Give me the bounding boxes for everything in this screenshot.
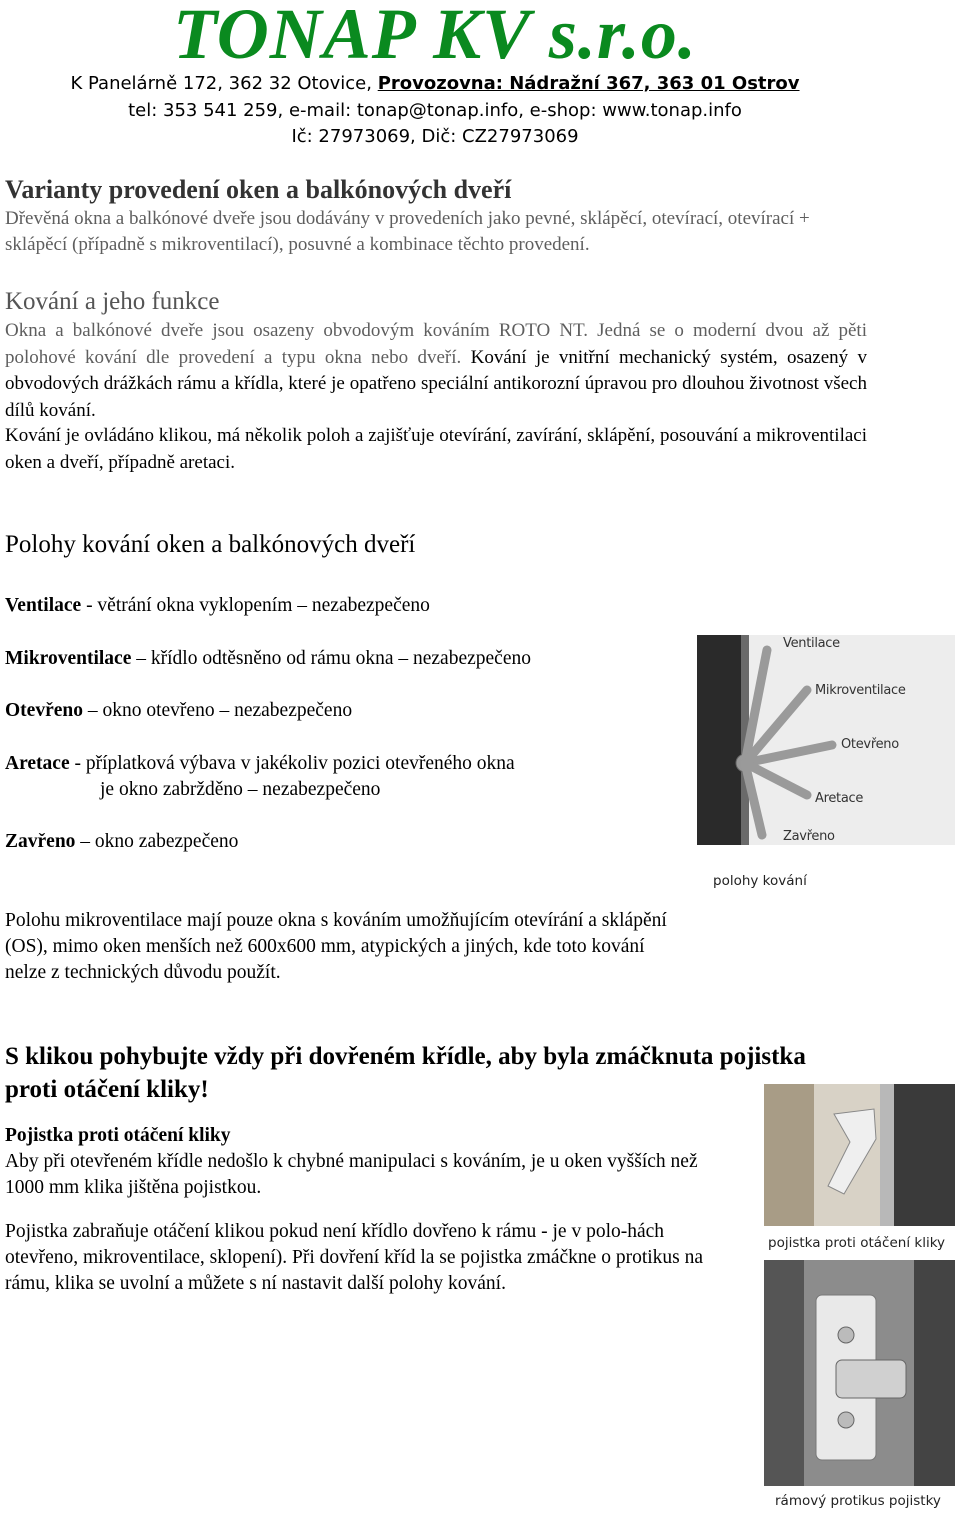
poloha-zavreno	[5, 829, 238, 855]
kovani-text-1	[5, 318, 867, 424]
poloha-desc: – okno zabezpečeno	[75, 831, 239, 852]
label-otevreno: Otevřeno	[841, 737, 899, 752]
address-plain: K Panelárně 172, 362 32 Otovice,	[70, 73, 378, 94]
label-aretace: Aretace	[815, 791, 864, 806]
poloha-desc-2: je okno zabržděno – nezabezpečeno	[100, 779, 381, 800]
poloha-term: Otevřeno	[5, 700, 83, 721]
poloha-mikroventilace	[5, 646, 531, 672]
poloha-ventilace	[5, 593, 430, 619]
caption-pojistka: pojistka proti otáčení kliky	[768, 1235, 946, 1251]
poloha-otevreno	[5, 698, 352, 724]
poloha-term: Ventilace	[5, 595, 82, 616]
handle-positions-illustration	[697, 635, 955, 845]
handle-positions-photo	[697, 635, 955, 845]
kovani-text-1a: Okna a balkónové dveře jsou osazeny obvodovým kováním ROTO NT. Jedná se o moderní dvou až pěti polohové kování dle provedení a typu okna nebo dveří.	[5, 320, 867, 368]
caption-protikus: rámový protikus pojistky	[775, 1493, 941, 1509]
label-mikroventilace: Mikroventilace	[815, 683, 906, 698]
section-title-polohy: Polohy kování oken a balkónových dveří	[5, 531, 416, 558]
poloha-term: Aretace	[5, 753, 70, 774]
varianty-text: Dřevěná okna a balkónové dveře jsou dodávány v provedeních jako pevné, sklápěcí, otevírací, otevírací + sklápěcí (případně s mikroventilací), posuvné a kombinace těchto provedení.	[5, 208, 810, 255]
ids-line: Ič: 27973069, Dič: CZ27973069	[291, 126, 579, 147]
section-title-klika: S klikou pohybujte vždy při dovřeném křídle, aby byla zmáčknuta pojistka proti otáčení kliky!	[5, 1043, 806, 1103]
pojistka-illustration	[764, 1084, 955, 1226]
company-name: TONAP KV s.r.o.	[173, 0, 697, 74]
kovani-text-1b: Kování je vnitřní mechanický systém, osazený v obvodových drážkách rámu a křídla, které je opatřeno speciální antikorozní úpravou pro dlouhou životnost všech dílů kování.	[5, 346, 867, 421]
section-title-kovani: Kování a jeho funkce	[5, 288, 220, 315]
poloha-aretace	[5, 751, 515, 803]
poloha-desc: - příplatková výbava v jakékoliv pozici otevřeného okna	[69, 753, 515, 774]
protikus-illustration	[764, 1260, 955, 1486]
contact-line: tel: 353 541 259, e-mail: tonap@tonap.info, e-shop: www.tonap.info	[128, 100, 742, 121]
label-ventilace: Ventilace	[783, 636, 840, 651]
label-zavreno: Zavřeno	[783, 829, 835, 844]
pojistka-subtitle: Pojistka proti otáčení kliky	[5, 1125, 231, 1146]
pojistka-text-1: Aby při otevřeném křídle nedošlo k chybné manipulaci s kováním, je u oken vyšších než 1000 mm klika jištěna pojistkou.	[5, 1151, 698, 1198]
pojistka-text-2: Pojistka zabraňuje otáčení klikou pokud není křídlo dovřeno k rámu - je v polo-hách otevřeno, mikroventilace, sklopení). Při dovření kříd la se pojistka zmáčkne o protikus na rámu, klika se uvolní a můžete s ní nastavit další polohy kování.	[5, 1221, 704, 1294]
poloha-desc: - větrání okna vyklopením – nezabezpečeno	[81, 595, 430, 616]
address-provozovna: Provozovna: Nádražní 367, 363 01 Ostrov	[377, 73, 800, 94]
polohy-note: Polohu mikroventilace mají pouze okna s kováním umožňujícím otevírání a sklápění (OS), mimo oken menších než 600x600 mm, atypických a jiných, kde toto kování nelze z technických důvodu použít.	[5, 910, 667, 983]
address-line	[0, 73, 870, 95]
poloha-term: Zavřeno	[5, 831, 76, 852]
pojistka-photo	[764, 1084, 955, 1226]
protikus-photo	[764, 1260, 955, 1486]
caption-polohy: polohy kování	[713, 873, 807, 889]
poloha-desc: – křídlo odtěsněno od rámu okna – nezabezpečeno	[131, 648, 531, 669]
poloha-term: Mikroventilace	[5, 648, 132, 669]
section-title-varianty: Varianty provedení oken a balkónových dveří	[5, 175, 512, 204]
kovani-text-2: Kování je ovládáno klikou, má několik poloh a zajišťuje otevírání, zavírání, sklápění, posouvání a mikroventilaci oken a dveří, případně aretaci.	[5, 425, 867, 473]
poloha-desc: – okno otevřeno – nezabezpečeno	[82, 700, 353, 721]
